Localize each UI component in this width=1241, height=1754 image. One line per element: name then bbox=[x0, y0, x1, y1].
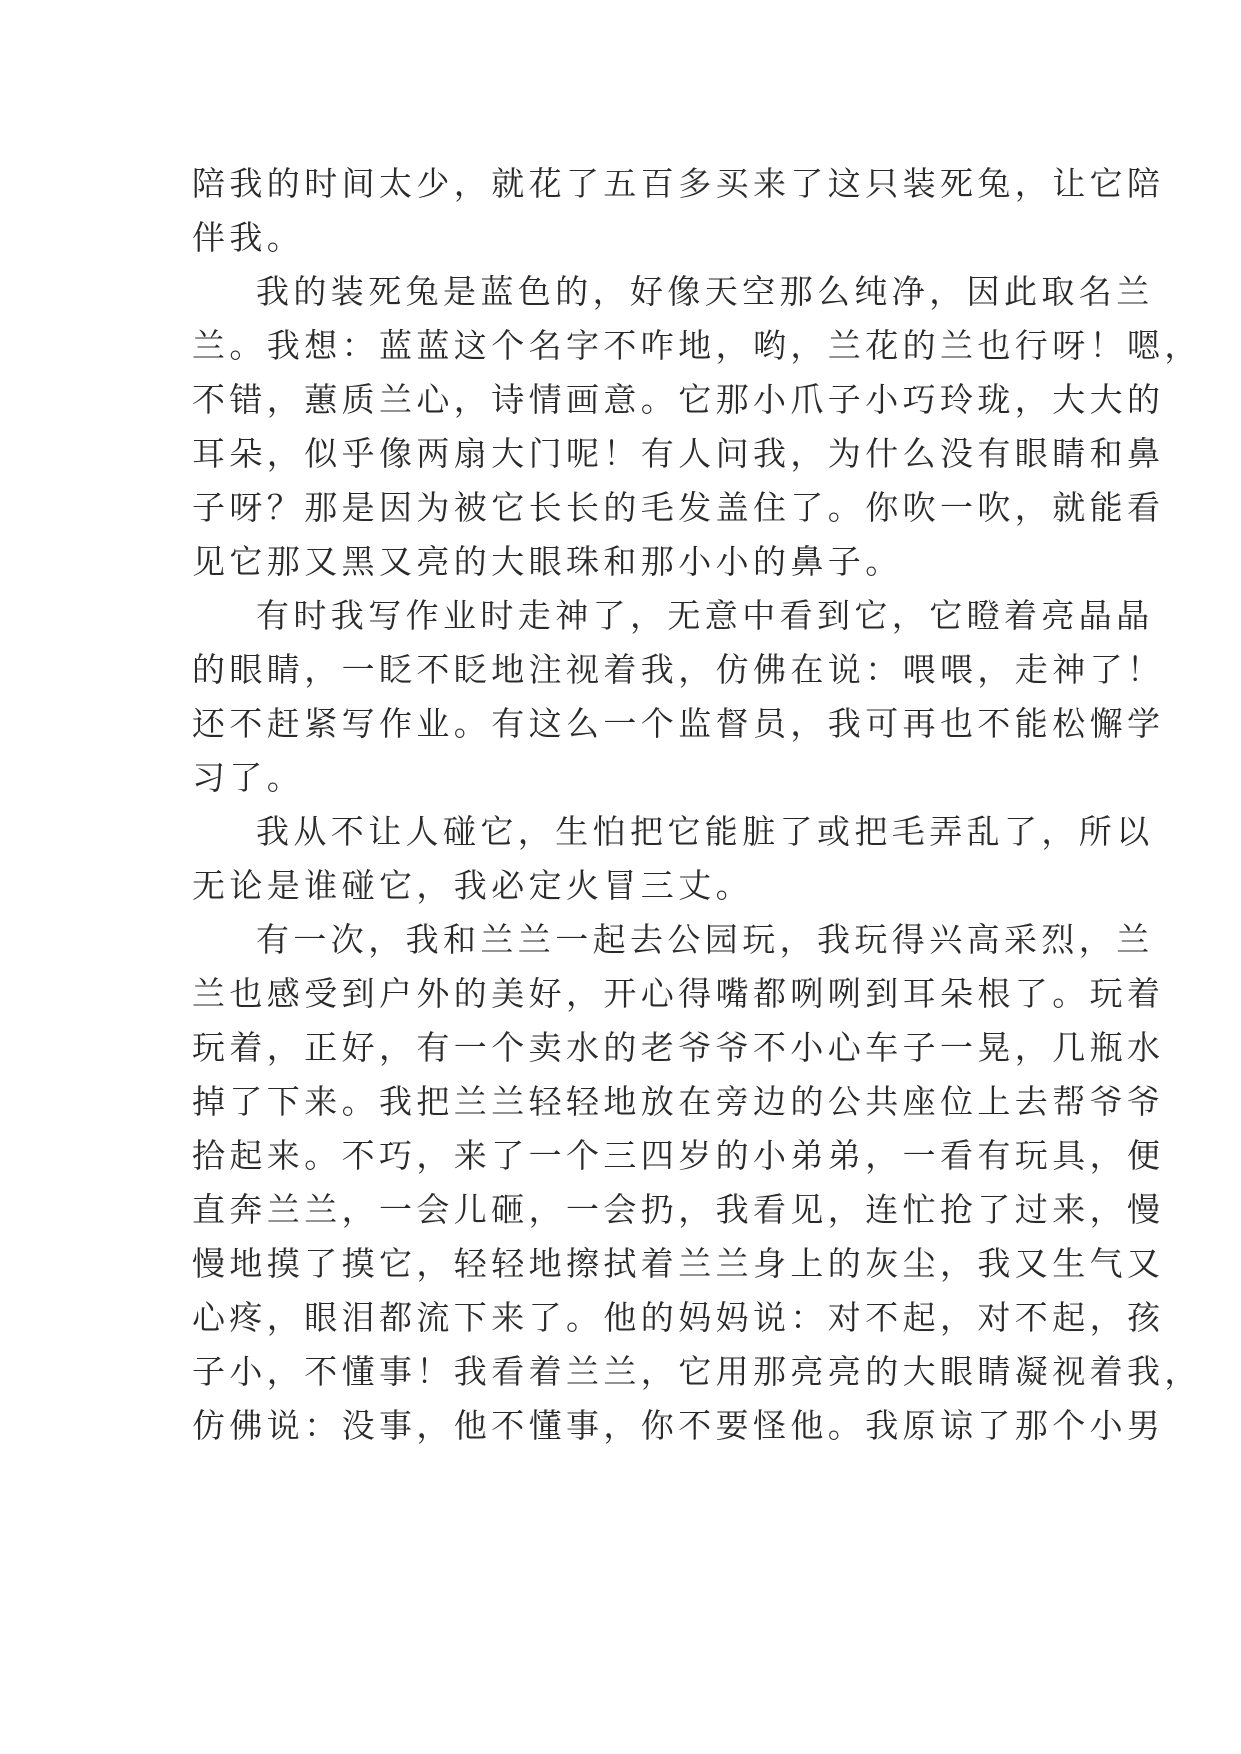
text-line: 有一次，我和兰兰一起去公园玩，我玩得兴高采烈，兰 bbox=[256, 920, 1154, 959]
text-line: 直奔兰兰，一会儿砸，一会扔，我看见，连忙抢了过来，慢 bbox=[192, 1190, 1165, 1229]
text-line: 的眼睛，一眨不眨地注视着我，仿佛在说：喂喂，走神了！ bbox=[192, 650, 1165, 689]
text-line: 习了。 bbox=[192, 758, 305, 797]
text-line: 有时我写作业时走神了，无意中看到它，它瞪着亮晶晶 bbox=[256, 596, 1154, 635]
text-line: 心疼，眼泪都流下来了。他的妈妈说：对不起，对不起，孩 bbox=[192, 1298, 1165, 1337]
text-line: 玩着，正好，有一个卖水的老爷爷不小心车子一晃，几瓶水 bbox=[192, 1028, 1165, 1067]
text-line: 掉了下来。我把兰兰轻轻地放在旁边的公共座位上去帮爷爷 bbox=[192, 1082, 1165, 1121]
text-line: 不错，蕙质兰心，诗情画意。它那小爪子小巧玲珑，大大的 bbox=[192, 380, 1165, 419]
text-line: 伴我。 bbox=[192, 218, 305, 257]
text-line: 兰也感受到户外的美好，开心得嘴都咧咧到耳朵根了。玩着 bbox=[192, 974, 1165, 1013]
text-line: 拾起来。不巧，来了一个三四岁的小弟弟，一看有玩具，便 bbox=[192, 1136, 1165, 1175]
text-line: 我从不让人碰它，生怕把它能脏了或把毛弄乱了，所以 bbox=[256, 812, 1154, 851]
text-line: 慢地摸了摸它，轻轻地擦拭着兰兰身上的灰尘，我又生气又 bbox=[192, 1244, 1165, 1283]
text-line: 无论是谁碰它，我必定火冒三丈。 bbox=[192, 866, 753, 905]
text-line: 还不赶紧写作业。有这么一个监督员，我可再也不能松懈学 bbox=[192, 704, 1165, 743]
text-line: 耳朵，似乎像两扇大门呢！有人问我，为什么没有眼睛和鼻 bbox=[192, 434, 1165, 473]
text-line: 子小，不懂事！我看着兰兰，它用那亮亮的大眼睛凝视着我， bbox=[192, 1352, 1202, 1391]
text-line: 子呀？那是因为被它长长的毛发盖住了。你吹一吹，就能看 bbox=[192, 488, 1165, 527]
text-line: 我的装死兔是蓝色的，好像天空那么纯净，因此取名兰 bbox=[256, 272, 1154, 311]
text-line: 仿佛说：没事，他不懂事，你不要怪他。我原谅了那个小男 bbox=[192, 1406, 1165, 1445]
text-line: 兰。我想：蓝蓝这个名字不咋地，哟，兰花的兰也行呀！嗯， bbox=[192, 326, 1202, 365]
text-line: 陪我的时间太少，就花了五百多买来了这只装死兔，让它陪 bbox=[192, 164, 1165, 203]
text-line: 见它那又黑又亮的大眼珠和那小小的鼻子。 bbox=[192, 542, 903, 581]
